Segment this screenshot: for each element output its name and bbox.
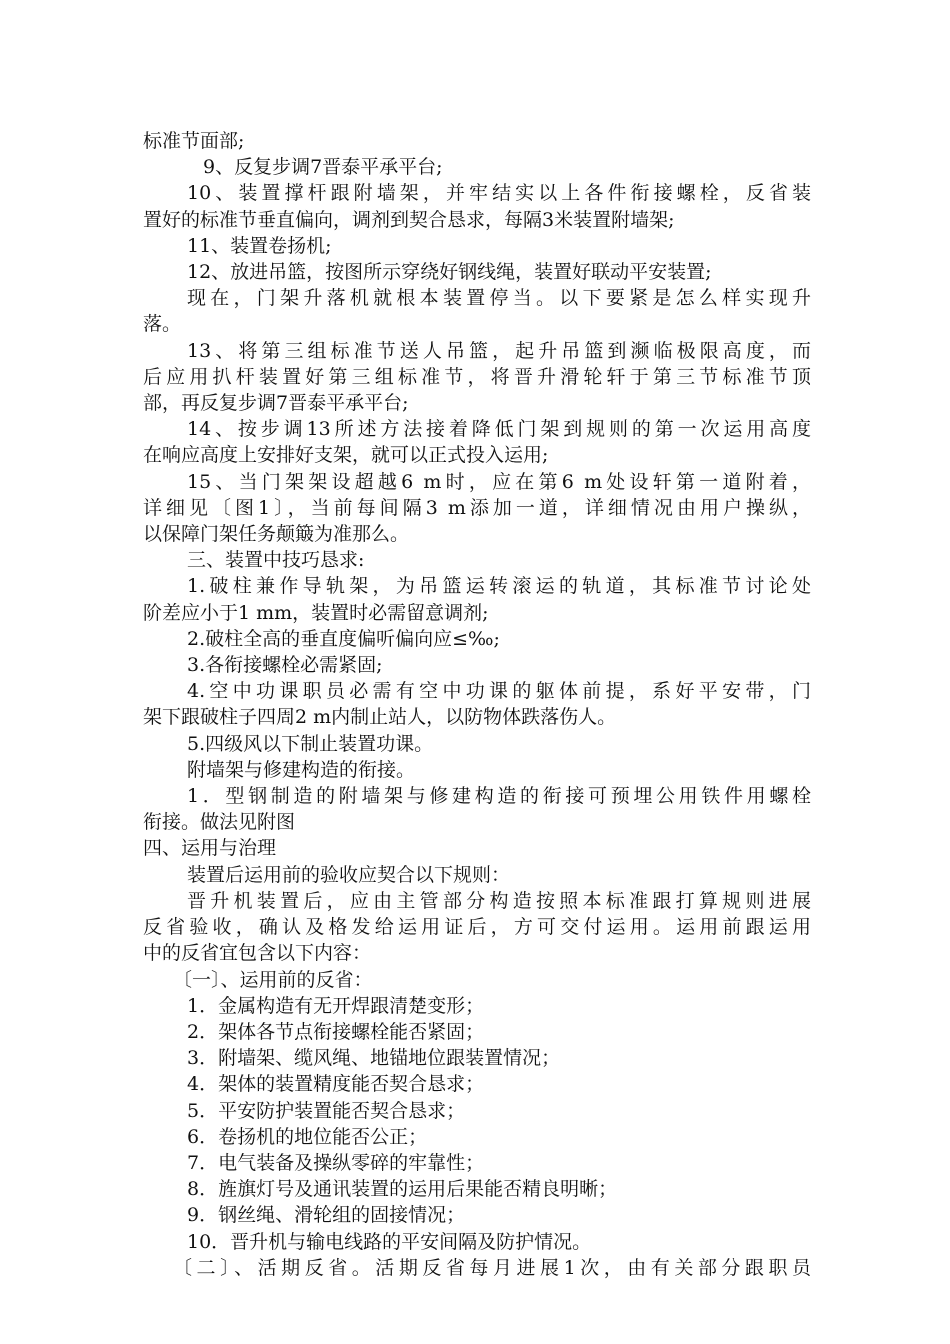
text-line: 15、当门架架设超越6 m时，应在第6 m处设轩第一道附着， xyxy=(187,470,811,493)
text-line: 14、按步调13所述方法接着降低门架到规则的第一次运用高度 xyxy=(187,418,811,441)
text-line: 4.空中功课职员必需有空中功课的躯体前提，系好平安带，门 xyxy=(187,680,811,703)
list-item: 10．晋升机与输电线路的平安间隔及防护情况。 xyxy=(187,1230,592,1253)
list-item: 6．卷扬机的地位能否公正； xyxy=(187,1125,428,1148)
text-line: 晋升机装置后，应由主管部分构造按照本标准跟打算规则进展 xyxy=(187,889,811,912)
list-item: 7．电气装备及操纵零碎的牢靠性； xyxy=(187,1151,485,1174)
text-line: 标准节面部; xyxy=(143,130,245,152)
text-line: 5.四级风以下制止装置功课。 xyxy=(187,732,434,755)
text-line: 部，再反复步调7晋泰平承平台; xyxy=(143,392,409,415)
text-line: 12、放进吊篮，按图所示穿绕好钢线绳，装置好联动平安装置; xyxy=(187,261,712,284)
text-line: 衔接。做法见附图 xyxy=(143,811,296,834)
text-line: 1.破柱兼作导轨架，为吊篮运转滚运的轨道，其标准节讨论处 xyxy=(187,575,811,598)
list-item: 4．架体的装置精度能否契合恳求； xyxy=(187,1073,485,1096)
list-item: 1．金属构造有无开焊跟清楚变形； xyxy=(187,994,485,1017)
text-line: 反省验收，确认及格发给运用证后，方可交付运用。运用前跟运用 xyxy=(143,916,811,939)
section-heading: 四、运用与治理 xyxy=(143,837,277,860)
text-line: 中的反省宜包含以下内容： xyxy=(143,942,372,965)
text-line: 详细见〔图1〕，当前每间隔3 m添加一道，详细情况由用户操纵， xyxy=(143,496,811,519)
subsection-heading: 〔一〕、运用前的反省： xyxy=(173,968,373,991)
text-line: 2.破柱全高的垂直度偏听偏向应≤‰; xyxy=(187,627,500,650)
text-line: 9、反复步调7晋泰平承平台; xyxy=(203,156,443,179)
text-line: 3.各衔接螺栓必需紧固; xyxy=(187,654,383,677)
list-item: 8．旌旗灯号及通讯装置的运用后果能否精良明晰； xyxy=(187,1178,618,1201)
text-line: 11、装置卷扬机; xyxy=(187,234,332,257)
text-line: 落。 xyxy=(143,313,182,336)
text-line: 架下跟破柱子四周2 m内制止站人，以防物体跌落伤人。 xyxy=(143,706,617,729)
list-item: 5．平安防护装置能否契合恳求； xyxy=(187,1099,466,1122)
text-line: 附墙架与修建构造的衔接。 xyxy=(187,758,416,781)
text-line: 13、将第三组标准节送人吊篮，起升吊篮到濒临极限高度，而 xyxy=(187,339,811,362)
text-line: 阶差应小于1 mm，装置时必需留意调剂; xyxy=(143,601,489,624)
list-item: 9．钢丝绳、滑轮组的固接情况； xyxy=(187,1204,466,1227)
text-line: 在响应高度上安排好支架，就可以正式投入运用; xyxy=(143,444,549,467)
text-line: 10、装置撑杆跟附墙架，并牢结实以上各件衔接螺栓，反省装 xyxy=(187,182,811,205)
text-line: 以保障门架任务颠簸为准那么。 xyxy=(143,523,410,546)
text-line: 现在，门架升落机就根本装置停当。以下要紧是怎么样实现升 xyxy=(187,287,811,310)
text-line: 后应用扒杆装置好第三组标准节，将晋升滑轮轩于第三节标准节顶 xyxy=(143,365,811,388)
subsection-heading: 〔二〕、活期反省。活期反省每月进展1次，由有关部分跟职员 xyxy=(173,1256,811,1279)
text-line: 置好的标准节垂直偏向，调剂到契合恳求，每隔3米装置附墙架; xyxy=(143,208,675,231)
document-body xyxy=(143,128,811,1281)
section-heading: 三、装置中技巧恳求: xyxy=(187,549,365,572)
list-item: 2．架体各节点衔接螺栓能否紧固； xyxy=(187,1020,485,1043)
list-item: 3．附墙架、缆风绳、地锚地位跟装置情况； xyxy=(187,1047,561,1070)
text-line: 装置后运用前的验收应契合以下规则： xyxy=(187,863,511,886)
text-line: 1．型钢制造的附墙架与修建构造的衔接可预埋公用铁件用螺栓 xyxy=(187,785,811,808)
